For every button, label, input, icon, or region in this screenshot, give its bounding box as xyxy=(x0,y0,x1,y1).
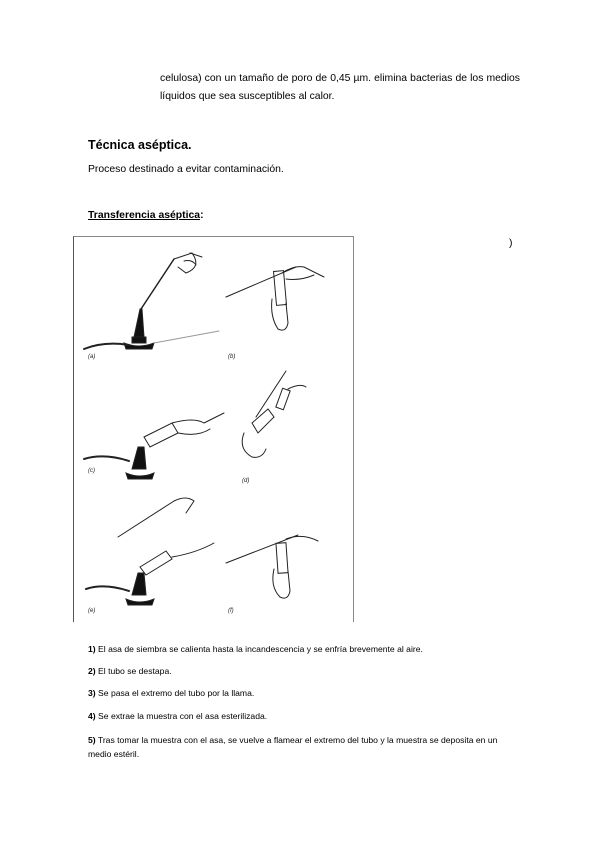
subsection-title xyxy=(88,210,204,221)
step-text: El asa de siembra se calienta hasta la incandescencia y se enfría brevemente al aire. xyxy=(98,644,423,654)
panel-c-drawing xyxy=(84,413,224,479)
aseptic-transfer-illustration xyxy=(74,237,355,623)
step-item xyxy=(88,709,508,723)
panel-f-drawing xyxy=(226,535,318,598)
step-number: 4) xyxy=(88,711,96,721)
step-item xyxy=(88,686,508,700)
step-text: Tras tomar la muestra con el asa, se vuelve a flamear el extremo del tubo y la muestra se deposita en un medio estéril. xyxy=(88,735,498,759)
aseptic-transfer-figure xyxy=(73,236,354,622)
step-item xyxy=(88,664,508,678)
intro-paragraph: celulosa) con un tamaño de poro de 0,45 µm. elimina bacterias de los medios líquidos que sea susceptibles al calor. xyxy=(160,73,520,102)
section-definition: Proceso destinado a evitar contaminación. xyxy=(88,164,284,175)
panel-label-b: (b) xyxy=(228,354,236,360)
subsection-colon: : xyxy=(200,210,204,221)
step-number: 1) xyxy=(88,644,96,654)
step-item xyxy=(88,733,508,761)
panel-d-drawing xyxy=(242,371,306,457)
section-title: Técnica aséptica. xyxy=(88,138,192,152)
panel-label-c: (c) xyxy=(88,468,95,474)
panel-a-drawing xyxy=(84,253,219,349)
step-number: 3) xyxy=(88,688,96,698)
panel-label-d: (d) xyxy=(242,478,250,484)
panel-b-drawing xyxy=(226,267,324,331)
stray-parenthesis: ) xyxy=(509,238,513,249)
step-text: Se extrae la muestra con el asa esterilizada. xyxy=(98,711,268,721)
step-text: Se pasa el extremo del tubo por la llama. xyxy=(98,688,255,698)
subsection-title-text: Transferencia aséptica xyxy=(88,210,201,221)
step-number: 2) xyxy=(88,666,96,676)
panel-e-drawing xyxy=(86,498,214,605)
panel-label-a: (a) xyxy=(88,354,96,360)
step-number: 5) xyxy=(88,735,96,745)
step-text: El tubo se destapa. xyxy=(98,666,172,676)
panel-label-e: (e) xyxy=(88,608,96,614)
step-item xyxy=(88,642,508,656)
panel-label-f: (f) xyxy=(228,608,234,614)
